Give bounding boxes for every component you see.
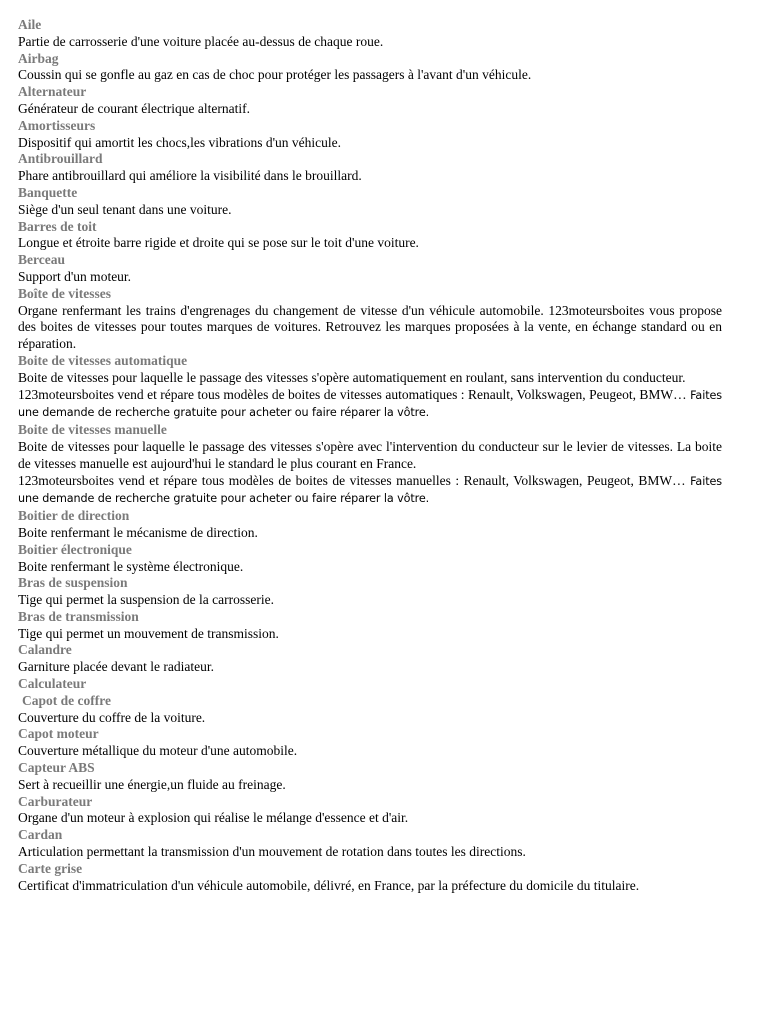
glossary-definition — [18, 269, 722, 286]
definition-text: Sert à recueillir une énergie,un fluide au freinage. — [18, 776, 286, 792]
glossary-term: Alternateur — [18, 84, 87, 100]
definition-paragraph — [18, 439, 722, 473]
glossary-definition — [18, 202, 722, 219]
definition-paragraph — [18, 473, 722, 509]
definition-text: Coussin qui se gonfle au gaz en cas de choc pour protéger les passagers à l'avant d'un véhicule. — [18, 67, 532, 83]
glossary-entry — [18, 693, 722, 727]
glossary-definition — [18, 743, 722, 760]
glossary-entry — [18, 286, 722, 353]
glossary-term: Boitier électronique — [18, 541, 132, 557]
glossary-definition — [18, 592, 722, 609]
definition-paragraph — [18, 559, 722, 576]
glossary-term: Capot moteur — [18, 726, 99, 742]
glossary-definition — [18, 659, 722, 676]
glossary-term: Bras de suspension — [18, 575, 128, 591]
definition-text: Couverture du coffre de la voiture. — [18, 709, 206, 725]
glossary-entry — [18, 219, 722, 253]
definition-paragraph — [18, 387, 722, 423]
definition-text: Organe d'un moteur à explosion qui réalise le mélange d'essence et d'air. — [18, 810, 409, 826]
definition-paragraph — [18, 525, 722, 542]
glossary-entry — [18, 676, 722, 693]
definition-paragraph — [18, 743, 722, 760]
glossary-term: Boitier de direction — [18, 508, 130, 524]
definition-text: Articulation permettant la transmission d'un mouvement de rotation dans toutes les directions. — [18, 844, 526, 860]
glossary-definition — [18, 777, 722, 794]
glossary-definition — [18, 525, 722, 542]
glossary-definition — [18, 844, 722, 861]
definition-text: Partie de carrosserie d'une voiture placée au-dessus de chaque roue. — [18, 33, 384, 49]
definition-text: Couverture métallique du moteur d'une automobile. — [18, 743, 298, 759]
definition-paragraph — [18, 34, 722, 51]
definition-paragraph — [18, 202, 722, 219]
glossary-term: Banquette — [18, 184, 78, 200]
glossary-definition — [18, 710, 722, 727]
glossary — [18, 17, 722, 894]
glossary-entry — [18, 422, 722, 508]
glossary-definition — [18, 67, 722, 84]
definition-paragraph — [18, 101, 722, 118]
glossary-definition — [18, 34, 722, 51]
definition-text: Boite de vitesses pour laquelle le passage des vitesses s'opère automatiquement en roulant, sans intervention du conducteur. — [18, 369, 686, 385]
definition-text: 123moteursboites vend et répare tous modèles de boites de vitesses manuelles : Renault, Volkswagen, Peugeot, BMW… — [18, 472, 686, 488]
definition-paragraph — [18, 168, 722, 185]
glossary-term: Boite de vitesses manuelle — [18, 422, 167, 438]
glossary-term: Carte grise — [18, 860, 83, 876]
definition-paragraph — [18, 303, 722, 353]
definition-text: Générateur de courant électrique alternatif. — [18, 100, 250, 116]
glossary-definition — [18, 810, 722, 827]
glossary-term: Calculateur — [18, 676, 87, 692]
definition-paragraph — [18, 135, 722, 152]
definition-text: Garniture placée devant le radiateur. — [18, 659, 215, 675]
glossary-definition — [18, 303, 722, 353]
definition-text: Certificat d'immatriculation d'un véhicule automobile, délivré, en France, par la préfecture du domicile du titulaire. — [18, 877, 640, 893]
definition-text: 123moteursboites vend et répare tous modèles de boites de vitesses automatiques : Renault, Volkswagen, Peugeot, BMW… — [18, 386, 687, 402]
glossary-entry — [18, 794, 722, 828]
definition-paragraph — [18, 67, 722, 84]
glossary-entry — [18, 17, 722, 51]
definition-paragraph — [18, 810, 722, 827]
glossary-entry — [18, 151, 722, 185]
definition-paragraph — [18, 844, 722, 861]
definition-text: Boite renfermant le mécanisme de direction. — [18, 524, 258, 540]
glossary-term: Calandre — [18, 642, 72, 658]
glossary-entry — [18, 726, 722, 760]
definition-paragraph — [18, 370, 722, 387]
definition-text: Phare antibrouillard qui améliore la visibilité dans le brouillard. — [18, 168, 362, 184]
glossary-entry — [18, 542, 722, 576]
glossary-definition — [18, 168, 722, 185]
definition-text: Support d'un moteur. — [18, 268, 132, 284]
glossary-term: Barres de toit — [18, 218, 97, 234]
glossary-definition — [18, 559, 722, 576]
definition-text: Boite renfermant le système électronique. — [18, 558, 244, 574]
glossary-definition — [18, 135, 722, 152]
glossary-entry — [18, 185, 722, 219]
definition-paragraph — [18, 592, 722, 609]
definition-text: Tige qui permet un mouvement de transmission. — [18, 625, 279, 641]
definition-paragraph — [18, 659, 722, 676]
definition-paragraph — [18, 269, 722, 286]
definition-text: Organe renfermant les trains d'engrenages du changement de vitesse d'un véhicule automobile. 123moteursboites vous propose des boites de vitesses pour toutes marques de voitures. Retrouvez les marques proposées à la vente, en échange standard ou en réparation. — [18, 302, 722, 352]
definition-text: Tige qui permet la suspension de la carrosserie. — [18, 592, 274, 608]
definition-paragraph — [18, 710, 722, 727]
definition-text: Siège d'un seul tenant dans une voiture. — [18, 201, 232, 217]
glossary-definition — [18, 101, 722, 118]
glossary-term: Airbag — [18, 50, 59, 66]
glossary-entry — [18, 827, 722, 861]
definition-paragraph — [18, 777, 722, 794]
glossary-entry — [18, 760, 722, 794]
definition-paragraph — [18, 878, 722, 895]
glossary-term: Berceau — [18, 252, 65, 268]
glossary-entry — [18, 508, 722, 542]
definition-text: Dispositif qui amortit les chocs,les vibrations d'un véhicule. — [18, 134, 342, 150]
definition-text: Boite de vitesses pour laquelle le passage des vitesses s'opère avec l'intervention du conducteur sur le levier de vitesses. La boite de vitesses manuelle est aujourd'hui le standard le plus courant en France. — [18, 438, 722, 471]
glossary-entry — [18, 642, 722, 676]
glossary-entry — [18, 353, 722, 422]
definition-paragraph — [18, 235, 722, 252]
glossary-entry — [18, 861, 722, 895]
glossary-definition — [18, 626, 722, 643]
glossary-definition — [18, 878, 722, 895]
glossary-term: Boîte de vitesses — [18, 285, 111, 301]
glossary-entry — [18, 575, 722, 609]
glossary-definition — [18, 439, 722, 508]
definition-note: Faites une demande de recherche gratuite pour acheter ou faire réparer la vôtre. — [18, 388, 722, 420]
glossary-entry — [18, 51, 722, 85]
glossary-entry — [18, 609, 722, 643]
definition-note: Faites une demande de recherche gratuite pour acheter ou faire réparer la vôtre. — [18, 474, 722, 506]
glossary-term: Capot de coffre — [22, 692, 111, 708]
glossary-term: Antibrouillard — [18, 151, 103, 167]
definition-text: Longue et étroite barre rigide et droite qui se pose sur le toit d'une voiture. — [18, 235, 419, 251]
glossary-term: Amortisseurs — [18, 117, 96, 133]
glossary-term: Carburateur — [18, 793, 93, 809]
glossary-definition — [18, 370, 722, 422]
definition-paragraph — [18, 626, 722, 643]
glossary-term: Boite de vitesses automatique — [18, 352, 188, 368]
glossary-term: Cardan — [18, 827, 63, 843]
glossary-entry — [18, 118, 722, 152]
glossary-entry — [18, 84, 722, 118]
glossary-term: Capteur ABS — [18, 760, 95, 776]
glossary-term: Aile — [18, 17, 42, 32]
glossary-term: Bras de transmission — [18, 608, 139, 624]
glossary-entry — [18, 252, 722, 286]
glossary-definition — [18, 235, 722, 252]
